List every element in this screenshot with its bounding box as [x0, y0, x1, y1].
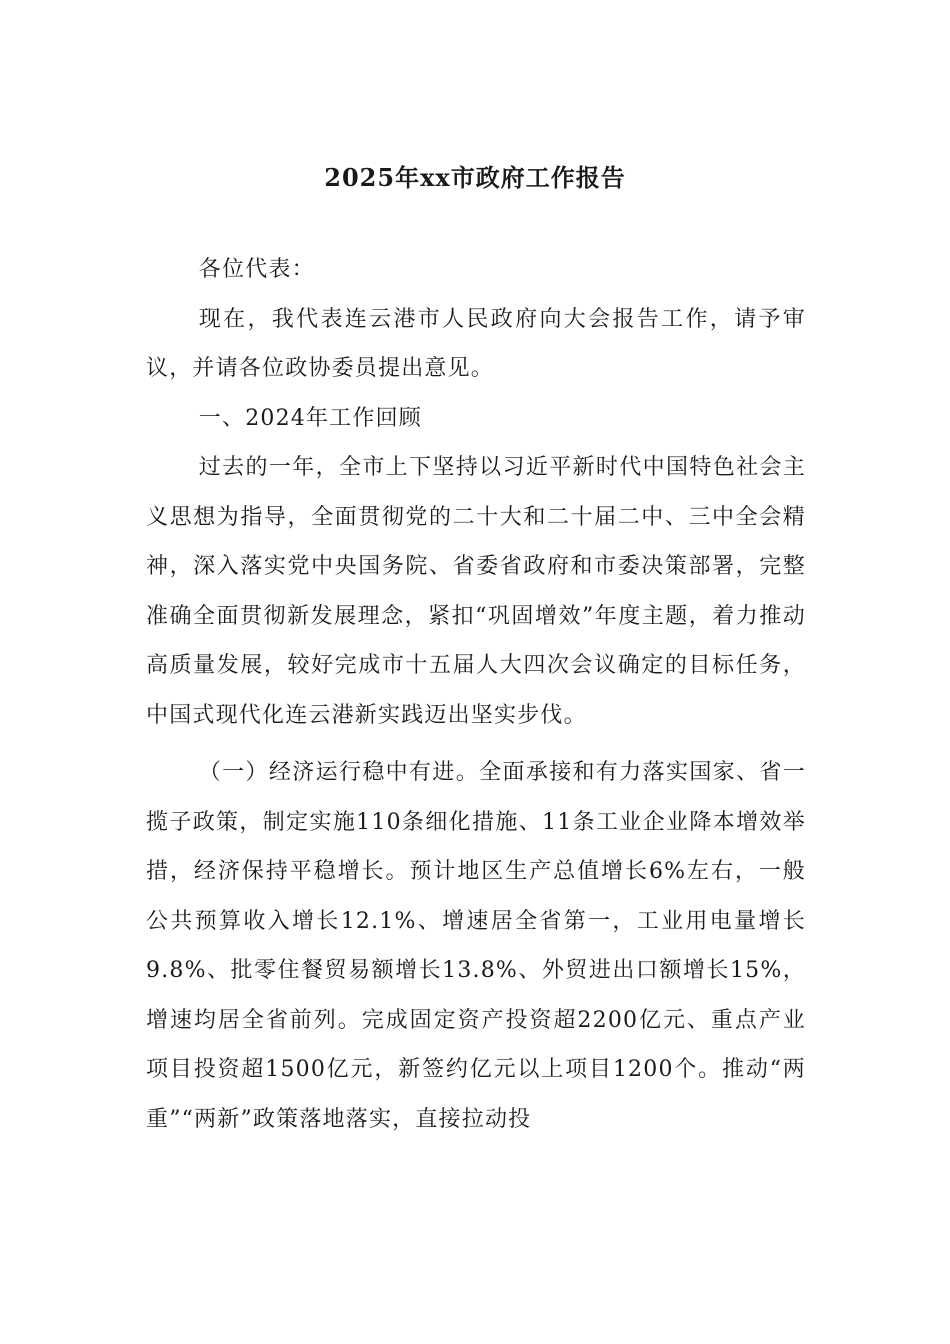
document-body	[146, 245, 806, 1144]
intro-paragraph: 现在，我代表连云港市人民政府向大会报告工作，请予审议，并请各位政协委员提出意见。	[146, 306, 806, 381]
salutation-paragraph: 各位代表：	[198, 257, 315, 282]
economy-paragraph: （一）经济运行稳中有进。全面承接和有力落实国家、省一揽子政策，制定实施110条细化措施、11条工业企业降本增效举措，经济保持平稳增长。预计地区生产总值增长6%左右，一般公共预算收入增长12.1%、增速居全省第一，工业用电量增长9.8%、批零住餐贸易额增长13.8%、外贸进出口额增长15%，增速均居全省前列。完成固定资产投资超2200亿元、重点产业项目投资超1500亿元，新签约亿元以上项目1200个。推动“两重”“两新”政策落地落实，直接拉动投	[146, 760, 806, 1132]
document-title: 2025年xx市政府工作报告	[324, 163, 626, 192]
section-heading: 一、2024年工作回顾	[198, 405, 422, 431]
review-paragraph: 过去的一年，全市上下坚持以习近平新时代中国特色社会主义思想为指导，全面贯彻党的二十大和二十届二中、三中全会精神，深入落实党中央国务院、省委省政府和市委决策部署，完整准确全面贯彻新发展理念，紧扣“巩固增效”年度主题，着力推动高质量发展，较好完成市十五届人大四次会议确定的目标任务，中国式现代化连云港新实践迈出坚实步伐。	[146, 455, 806, 728]
